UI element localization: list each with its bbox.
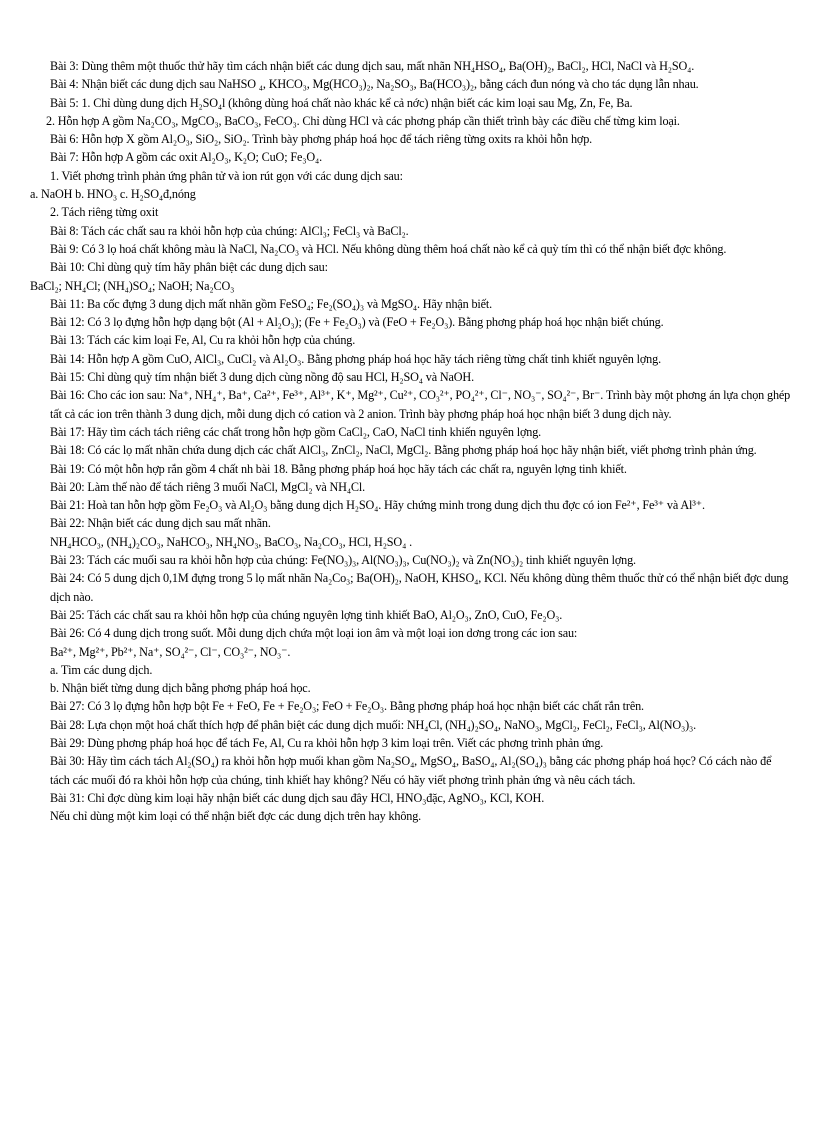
exercise-line (30, 551, 792, 569)
exercise-label: Bài 14 : (50, 352, 85, 366)
exercise-text: Hãy tìm cách tách riêng các chất trong hỗn hợp gồm CaCl₂, CaO, NaCl tinh khiến nguyên lợng. (87, 424, 542, 439)
exercise-label: Bài 20 : (50, 480, 85, 494)
exercise-line (30, 313, 792, 331)
exercise-label: Bài 22 : (50, 516, 85, 530)
exercise-text: Dùng phơng pháp hoá học để tách Fe, Al, Cu ra khỏi hỗn hợp 3 kim loại trên. Viết các phơng trình phản ứng. (87, 735, 604, 750)
exercise-text: b. Nhận biết từng dung dịch bằng phơng pháp hoá học. (50, 681, 311, 696)
exercise-text: 1. Viết phơng trình phản ứng phân tử và ion rút gọn với các dung dịch sau: (50, 168, 403, 183)
exercise-line (30, 331, 792, 349)
exercise-line (30, 514, 792, 532)
exercise-text: Tách các muối sau ra khỏi hỗn hợp của chúng: Fe(NO₃)₃, Al(NO₃)₃, Cu(NO₃)₂ và Zn(NO₃)₂ tinh khiết nguyên lợng. (87, 553, 636, 568)
exercise-line (30, 240, 792, 258)
exercise-text: Có 3 lọ đựng hỗn hợp bột Fe + FeO, Fe + Fe₂O₃; FeO + Fe₂O₃. Bằng phơng pháp hoá học nhận biết các chất rắn trên. (87, 699, 644, 714)
exercise-line (30, 789, 792, 807)
exercise-line (30, 185, 792, 203)
exercise-line (30, 734, 792, 752)
exercise-line (30, 277, 792, 295)
exercise-label: Bài 25 : (50, 608, 85, 622)
exercise-line (30, 679, 792, 697)
exercise-text: Nếu chỉ dùng một kim loại có thể nhận biết đợc các dung dịch trên hay không. (50, 809, 422, 824)
exercise-label: Bài 12 : (50, 315, 85, 329)
exercise-line (30, 94, 792, 112)
exercise-label: Bài 21 : (50, 498, 85, 512)
exercise-label: Bài 28 : (50, 718, 85, 732)
exercise-line (30, 478, 792, 496)
exercise-line (30, 350, 792, 368)
exercise-line (30, 368, 792, 386)
exercise-line (30, 167, 792, 185)
exercise-label: Bài 13 : (50, 333, 85, 347)
exercise-text: Lựa chọn một hoá chất thích hợp để phân biệt các dung dịch muối: NH₄Cl, (NH₄)₂SO₄, NaNO₃, MgCl₂, FeCl₂, FeCl₃, Al(NO₃)₃. (87, 717, 696, 732)
exercise-text: Hỗn hợp A gồm các oxit Al₂O₃, K₂O; CuO; Fe₃O₄. (81, 150, 322, 165)
exercise-line (30, 569, 792, 606)
exercise-text: Có 5 dung dịch 0,1M đựng trong 5 lọ mất nhãn Na₂Co₃; Ba(OH)₂, NaOH, KHSO₄, KCl. Nếu không dùng thêm thuốc thử có thể nhận biết đợc dung dịch nào. (50, 571, 789, 604)
exercise-label: Bài 3 : (50, 59, 79, 73)
exercise-label: Bài 19 : (50, 462, 85, 476)
exercise-line (30, 441, 792, 459)
exercise-text: Hỗn hợp A gồm CuO, AlCl₃, CuCl₂ và Al₂O₃. Bằng phơng pháp hoá học hãy tách riêng từng chất tinh khiết nguyên lợng. (87, 351, 661, 366)
exercise-label: Bài 26 : (50, 626, 85, 640)
exercise-text: Chỉ đợc dùng kim loại hãy nhận biết các dung dịch sau đây HCl, HNO₃đặc, AgNO₃, KCl, KOH. (87, 790, 545, 805)
exercise-line (30, 643, 792, 661)
exercise-line (30, 423, 792, 441)
exercise-line (30, 295, 792, 313)
exercise-line (30, 697, 792, 715)
exercise-label: Bài 29 : (50, 736, 85, 750)
exercise-line (30, 258, 792, 276)
exercise-line (30, 496, 792, 514)
exercise-text: Ba²⁺, Mg²⁺, Pb²⁺, Na⁺, SO₄²⁻, Cl⁻, CO₃²⁻, NO₃⁻. (50, 644, 291, 659)
exercise-text: Chỉ dùng quỳ tím hãy phân biệt các dung dịch sau: (87, 260, 328, 275)
exercise-line (30, 75, 792, 93)
exercise-label: Bài 5 : (50, 96, 79, 110)
exercise-text: 2. Tách riêng từng oxit (50, 205, 159, 220)
exercise-label: Bài 31 : (50, 791, 85, 805)
exercise-text: Nhận biết các dung dịch sau mất nhãn. (87, 516, 271, 531)
exercise-text: Có các lọ mất nhãn chứa dung dịch các chất AlCl₃, ZnCl₂, NaCl, MgCl₂. Bằng phơng pháp hoá học hãy nhận biết, viết phơng trình phản ứng. (87, 443, 757, 458)
exercise-line (30, 386, 792, 423)
exercise-line (30, 533, 792, 551)
exercise-text: 1. Chỉ dùng dung dịch H₂SO₄l (không dùng hoá chất nào khác kể cả nớc) nhận biết các kim loại sau Mg, Zn, Fe, Ba. (81, 95, 633, 110)
exercise-text: Cho các ion sau: Na⁺, NH₄⁺, Ba⁺, Ca²⁺, Fe³⁺, Al³⁺, K⁺, Mg²⁺, Cu²⁺, CO₃²⁺, PO₄²⁺, Cl⁻, NO₃⁻, SO₄²⁻, Br⁻. Trình bày một phơng án lựa chọn ghép tất cả các ion trên thành 3 dung dịch, mỗi dung dịch có cation và 2 anion. Trình bày phơng pháp hoá học nhận biết 3 dung dịch này. (50, 388, 791, 421)
exercise-label: Bài 10 : (50, 260, 85, 274)
exercise-label: Bài 18 : (50, 443, 85, 457)
exercise-line (30, 624, 792, 642)
exercise-text: Chỉ dùng quỳ tím nhận biết 3 dung dịch cùng nồng độ sau HCl, H₂SO₄ và NaOH. (87, 370, 474, 385)
exercise-label: Bài 27 : (50, 699, 85, 713)
exercise-text: a. NaOH b. HNO₃ c. H₂SO₄đ,nóng (30, 187, 196, 202)
exercise-line (30, 130, 792, 148)
exercise-text: Tách các chất sau ra khỏi hỗn hợp của chúng: AlCl₃; FeCl₃ và BaCl₂. (81, 223, 409, 238)
exercise-label: Bài 9 : (50, 242, 79, 256)
exercise-text: Hỗn hợp X gồm Al₂O₃, SiO₂, SiO₂. Trình bày phơng pháp hoá học để tách riêng từng oxits ra khỏi hỗn hợp. (81, 132, 593, 147)
exercise-line (30, 460, 792, 478)
exercise-line (30, 606, 792, 624)
exercise-line (30, 661, 792, 679)
exercise-label: Bài 17 : (50, 425, 85, 439)
exercise-text: a. Tìm các dung dịch. (50, 662, 153, 677)
exercise-text: 2. Hỗn hợp A gồm Na₂CO₃, MgCO₃, BaCO₃, FeCO₃. Chỉ dùng HCl và các phơng pháp cần thiết trình bày các điều chế từng kim loại. (46, 113, 680, 128)
exercise-text: Dùng thêm một thuốc thử hãy tìm cách nhận biết các dung dịch sau, mất nhãn NH₄HSO₄, Ba(OH)₂, BaCl₂, HCl, NaCl và H₂SO₄. (81, 59, 695, 73)
exercise-text: Hãy tìm cách tách Al₂(SO₄) ra khỏi hỗn hợp muối khan gồm Na₂SO₄, MgSO₄, BaSO₄, Al₂(SO₄)₃ bằng các phơng pháp hoá học? Có cách nào để tách các muối đó ra khỏi hỗn hợp của chúng, tinh khiết hay không? Nếu có hãy viết phơng trình phản ứng và nêu cách tách. (50, 754, 772, 787)
exercise-text: Có 4 dung dịch trong suốt. Mỗi dung dịch chứa một loại ion âm và một loại ion dơng trong các ion sau: (87, 626, 578, 641)
exercise-line (30, 807, 792, 825)
exercise-label: Bài 4 : (50, 77, 79, 91)
exercise-text: Tách các kim loại Fe, Al, Cu ra khỏi hỗn hợp của chúng. (87, 333, 356, 348)
exercise-document (30, 57, 792, 825)
exercise-line (30, 112, 792, 130)
exercise-label: Bài 6 : (50, 132, 79, 146)
exercise-text: Có một hỗn hợp rắn gồm 4 chất nh bài 18. Bằng phơng pháp hoá học hãy tách các chất ra, nguyên lợng tinh khiết. (87, 461, 627, 476)
exercise-label: Bài 11 : (50, 297, 84, 311)
exercise-label: Bài 23 : (50, 553, 85, 567)
exercise-label: Bài 8 : (50, 224, 79, 238)
exercise-label: Bài 24 : (50, 571, 85, 585)
exercise-label: Bài 16 : (50, 388, 85, 402)
exercise-line (30, 222, 792, 240)
exercise-text: BaCl₂; NH₄Cl; (NH₄)SO₄; NaOH; Na₂CO₃ (30, 278, 235, 293)
exercise-label: Bài 15 : (50, 370, 85, 384)
exercise-text: Có 3 lọ đựng hỗn hợp dạng bột (Al + Al₂O₃); (Fe + Fe₂O₃) và (FeO + Fe₂O₃). Bằng phơng pháp hoá học nhận biết chúng. (87, 315, 664, 330)
exercise-text: Ba cốc đựng 3 dung dịch mất nhãn gồm FeSO₄; Fe₂(SO₄)₃ và MgSO₄. Hãy nhận biết. (86, 296, 493, 311)
exercise-line (30, 716, 792, 734)
exercise-text: Làm thế nào để tách riêng 3 muối NaCl, MgCl₂ và NH₄Cl. (87, 479, 366, 494)
exercise-line (30, 148, 792, 166)
exercise-text: Tách các chất sau ra khỏi hỗn hợp của chúng nguyên lợng tinh khiết BaO, Al₂O₃, ZnO, CuO, Fe₂O₃. (87, 607, 563, 622)
exercise-label: Bài 30 : (50, 754, 85, 768)
exercise-line (30, 752, 792, 789)
exercise-text: Có 3 lọ hoá chất không màu là NaCl, Na₂CO₃ và HCl. Nếu không dùng thêm hoá chất nào kể cả quỳ tím thì có thể nhận biết đợc không. (81, 241, 727, 256)
exercise-label: Bài 7 : (50, 150, 79, 164)
exercise-text: NH₄HCO₃, (NH₄)₂CO₃, NaHCO₃, NH₄NO₃, BaCO₃, Na₂CO₃, HCl, H₂SO₄ . (50, 534, 412, 549)
exercise-text: Hoà tan hỗn hợp gồm Fe₂O₃ và Al₂O₃ bằng dung dịch H₂SO₄. Hãy chứng minh trong dung dịch thu đợc có ion Fe²⁺, Fe³⁺ và Al³⁺. (87, 498, 705, 513)
exercise-line (30, 203, 792, 221)
exercise-line (30, 57, 792, 75)
exercise-text: Nhận biết các dung dịch sau NaHSO ₄, KHCO₃, Mg(HCO₃)₂, Na₂SO₃, Ba(HCO₃)₂, bằng cách đun nóng và cho tác dụng lẫn nhau. (81, 77, 699, 92)
